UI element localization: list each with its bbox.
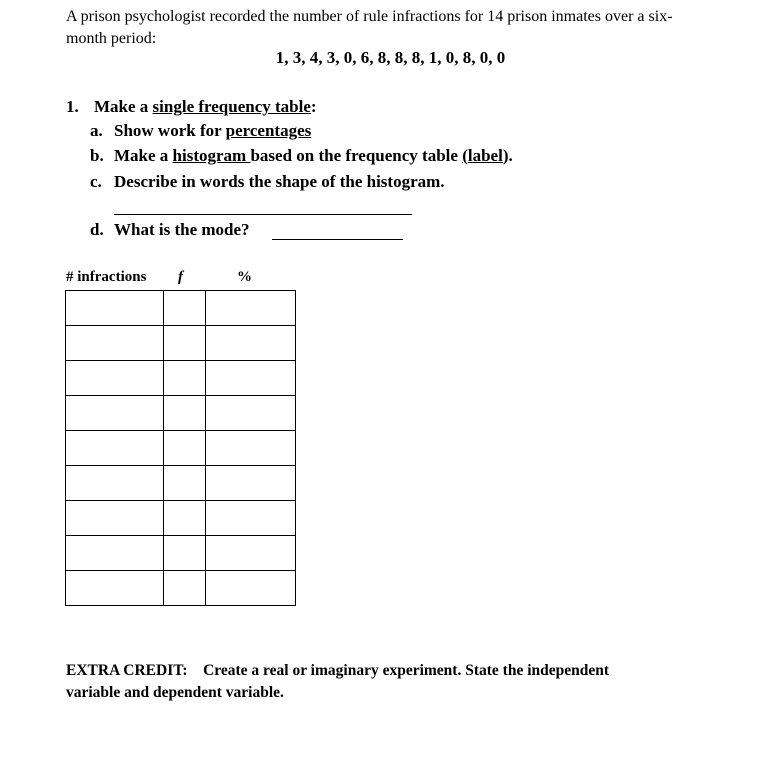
intro-line-1: A prison psychologist recorded the number of rule infractions for 14 prison inmates over a six- (66, 8, 673, 25)
infractions-cell[interactable] (66, 431, 164, 466)
frequency-cell[interactable] (164, 396, 206, 431)
table-row (66, 396, 296, 431)
infractions-cell[interactable] (66, 291, 164, 326)
part-a-underlined: percentages (225, 121, 312, 140)
part-b-underlined1: histogram (172, 146, 251, 165)
part-a-letter: a. (90, 121, 103, 140)
header-frequency: f (178, 269, 183, 285)
percent-cell[interactable] (206, 501, 296, 536)
part-b-text2: based on the frequency table (250, 146, 463, 165)
header-percent: % (237, 269, 252, 285)
part-b-paren-close: ). (502, 146, 513, 165)
percent-cell[interactable] (206, 466, 296, 501)
extra-credit-line-1 (66, 660, 686, 682)
infractions-cell[interactable] (66, 396, 164, 431)
frequency-cell[interactable] (164, 536, 206, 571)
extra-credit (66, 660, 686, 704)
question-prefix: Make a (94, 97, 153, 116)
table-row (66, 466, 296, 501)
question-underlined: single frequency table (152, 97, 311, 116)
intro-line-2: month period: (66, 30, 157, 47)
infractions-cell[interactable] (66, 466, 164, 501)
extra-credit-label: EXTRA CREDIT: (66, 662, 188, 679)
percent-cell[interactable] (206, 326, 296, 361)
infractions-cell[interactable] (66, 536, 164, 571)
infractions-cell[interactable] (66, 326, 164, 361)
part-a (90, 121, 311, 141)
frequency-cell[interactable] (164, 431, 206, 466)
frequency-cell[interactable] (164, 361, 206, 396)
table-row (66, 571, 296, 606)
frequency-cell[interactable] (164, 326, 206, 361)
percent-cell[interactable] (206, 396, 296, 431)
part-d-text: What is the mode? (114, 220, 250, 239)
question-number: 1. (66, 97, 79, 116)
frequency-cell[interactable] (164, 291, 206, 326)
part-c-letter: c. (90, 172, 102, 191)
frequency-cell[interactable] (164, 571, 206, 606)
percent-cell[interactable] (206, 361, 296, 396)
percent-cell[interactable] (206, 291, 296, 326)
part-b-underlined2: label (467, 146, 503, 165)
percent-cell[interactable] (206, 431, 296, 466)
part-b-text1: Make a (114, 146, 173, 165)
data-values: 1, 3, 4, 3, 0, 6, 8, 8, 8, 1, 0, 8, 0, 0 (275, 48, 506, 67)
shape-answer-line[interactable] (114, 214, 412, 215)
infractions-cell[interactable] (66, 501, 164, 536)
table-row (66, 361, 296, 396)
percent-cell[interactable] (206, 571, 296, 606)
part-b-paren-open: ( (462, 146, 468, 165)
frequency-table (65, 290, 296, 606)
part-d-letter: d. (90, 220, 104, 239)
frequency-cell[interactable] (164, 501, 206, 536)
part-d (90, 220, 250, 240)
table-row (66, 326, 296, 361)
percent-cell[interactable] (206, 536, 296, 571)
extra-credit-text-2: variable and dependent variable. (66, 684, 284, 701)
part-a-text: Show work for (114, 121, 226, 140)
infractions-cell[interactable] (66, 571, 164, 606)
part-b-letter: b. (90, 146, 104, 165)
question-suffix: : (310, 97, 317, 116)
part-c-text: Describe in words the shape of the histogram. (114, 172, 445, 191)
frequency-cell[interactable] (164, 466, 206, 501)
table-row (66, 536, 296, 571)
table-row (66, 431, 296, 466)
infractions-cell[interactable] (66, 361, 164, 396)
part-c (90, 172, 445, 192)
question-1 (66, 97, 317, 117)
problem-intro (66, 6, 706, 50)
mode-answer-line[interactable] (272, 239, 403, 240)
extra-credit-text-1: Create a real or imaginary experiment. State the independent (203, 662, 610, 679)
header-infractions: # infractions (66, 269, 147, 285)
table-row (66, 291, 296, 326)
table-row (66, 501, 296, 536)
part-b (90, 146, 513, 166)
